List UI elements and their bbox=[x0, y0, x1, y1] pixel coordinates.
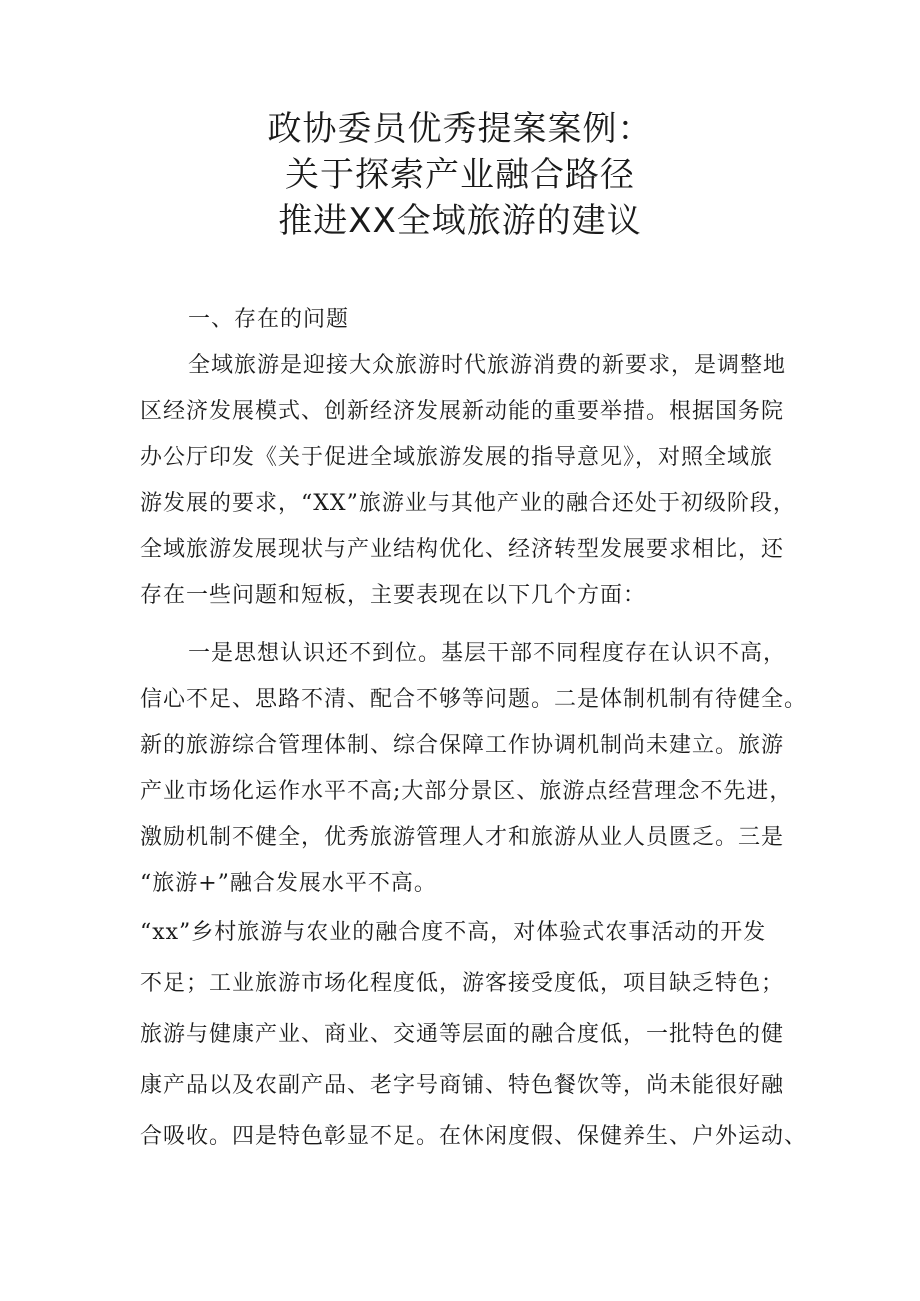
paragraph-line: 康产品以及农副产品、老字号商铺、特色餐饮等，尚未能很好融 bbox=[140, 1073, 785, 1098]
paragraph-line: “旅游+”融合发展水平不高。 bbox=[140, 871, 437, 896]
paragraph-line: 一是思想认识还不到位。基层干部不同程度存在认识不高， bbox=[188, 641, 787, 666]
paragraph-line: 区经济发展模式、创新经济发展新动能的重要举措。根据国务院 bbox=[140, 399, 785, 424]
title-line: 推进XX全域旅游的建议 bbox=[278, 201, 642, 241]
paragraph-line: 旅游与健康产业、商业、交通等层面的融合度低，一批特色的健 bbox=[140, 1022, 785, 1047]
title-line: 政协委员优秀提案案例： bbox=[267, 109, 653, 149]
paragraph-line: 全域旅游发展现状与产业结构优化、经济转型发展要求相比，还 bbox=[140, 537, 785, 562]
section-heading: 一、存在的问题 bbox=[188, 307, 350, 332]
paragraph-line: 新的旅游综合管理体制、综合保障工作协调机制尚未建立。旅游 bbox=[140, 733, 785, 758]
document-title bbox=[0, 106, 920, 244]
paragraph-line: 激励机制不健全，优秀旅游管理人才和旅游从业人员匮乏。三是 bbox=[140, 825, 785, 850]
paragraph-line: 合吸收。四是特色彰显不足。在休闲度假、保健养生、户外运动、 bbox=[140, 1124, 808, 1149]
paragraph-line: 游发展的要求，“XX”旅游业与其他产业的融合还处于初级阶段， bbox=[140, 491, 796, 516]
paragraph-line: 办公厅印发《关于促进全域旅游发展的指导意见》，对照全域旅 bbox=[140, 445, 774, 470]
paragraph-line: 存在一些问题和短板，主要表现在以下几个方面： bbox=[140, 583, 647, 608]
paragraph-line: 全域旅游是迎接大众旅游时代旅游消费的新要求，是调整地 bbox=[188, 353, 787, 378]
title-line: 关于探索产业融合路径 bbox=[285, 155, 635, 195]
paragraph-line: 产业市场化运作水平不高;大部分景区、旅游点经营理念不先进， bbox=[140, 779, 793, 804]
paragraph-line: “xx”乡村旅游与农业的融合度不高，对体验式农事活动的开发 bbox=[140, 920, 767, 945]
paragraph-line: 不足；工业旅游市场化程度低，游客接受度低，项目缺乏特色； bbox=[140, 971, 785, 996]
paragraph-line: 信心不足、思路不清、配合不够等问题。二是体制机制有待健全。 bbox=[140, 687, 808, 712]
